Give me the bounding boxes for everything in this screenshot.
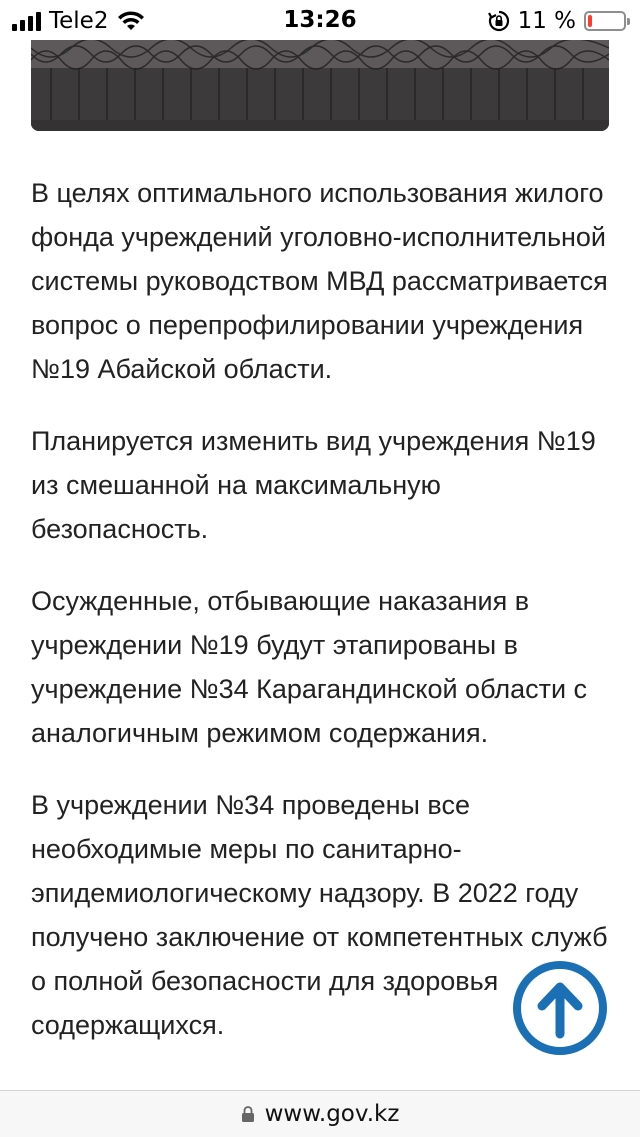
scroll-to-top-button[interactable]: [512, 960, 608, 1056]
article-image: [31, 40, 609, 131]
battery-percent: 11 %: [517, 8, 576, 34]
address-bar[interactable]: [0, 1090, 640, 1137]
battery-level: [588, 15, 592, 27]
carrier-name: Tele2: [49, 8, 109, 34]
url-text[interactable]: www.gov.kz: [264, 1101, 400, 1127]
article-body: [31, 171, 616, 1075]
arrow-up-icon: [512, 960, 608, 1056]
status-bar-right: [488, 8, 626, 34]
battery-icon: [584, 11, 626, 31]
article-paragraph: В учреждении №34 проведены все необходимые меры по санитарно-эпидемиологическому надзору. В 2022 году получено заключение от компетентных служб о полной безопасности для здоровья содержащихся.: [31, 790, 608, 1040]
article-paragraph: Осужденные, отбывающие наказания в учреждении №19 будут этапированы в учреждение №34 Карагандинской области с аналогичным режимом содержания.: [31, 586, 588, 748]
article-paragraph: Планируется изменить вид учреждения №19 из смешанной на максимальную безопасность.: [31, 426, 596, 544]
status-bar: [0, 0, 640, 40]
orientation-lock-icon: [488, 10, 510, 32]
image-icon: [31, 40, 609, 131]
clock: 13:26: [283, 7, 357, 33]
article-paragraph: В целях оптимального использования жилого фонда учреждений уголовно-исполнительной системы руководством МВД рассматривается вопрос о перепрофилировании учреждения №19 Абайской области.: [31, 178, 608, 384]
lock-icon: [241, 1105, 255, 1123]
